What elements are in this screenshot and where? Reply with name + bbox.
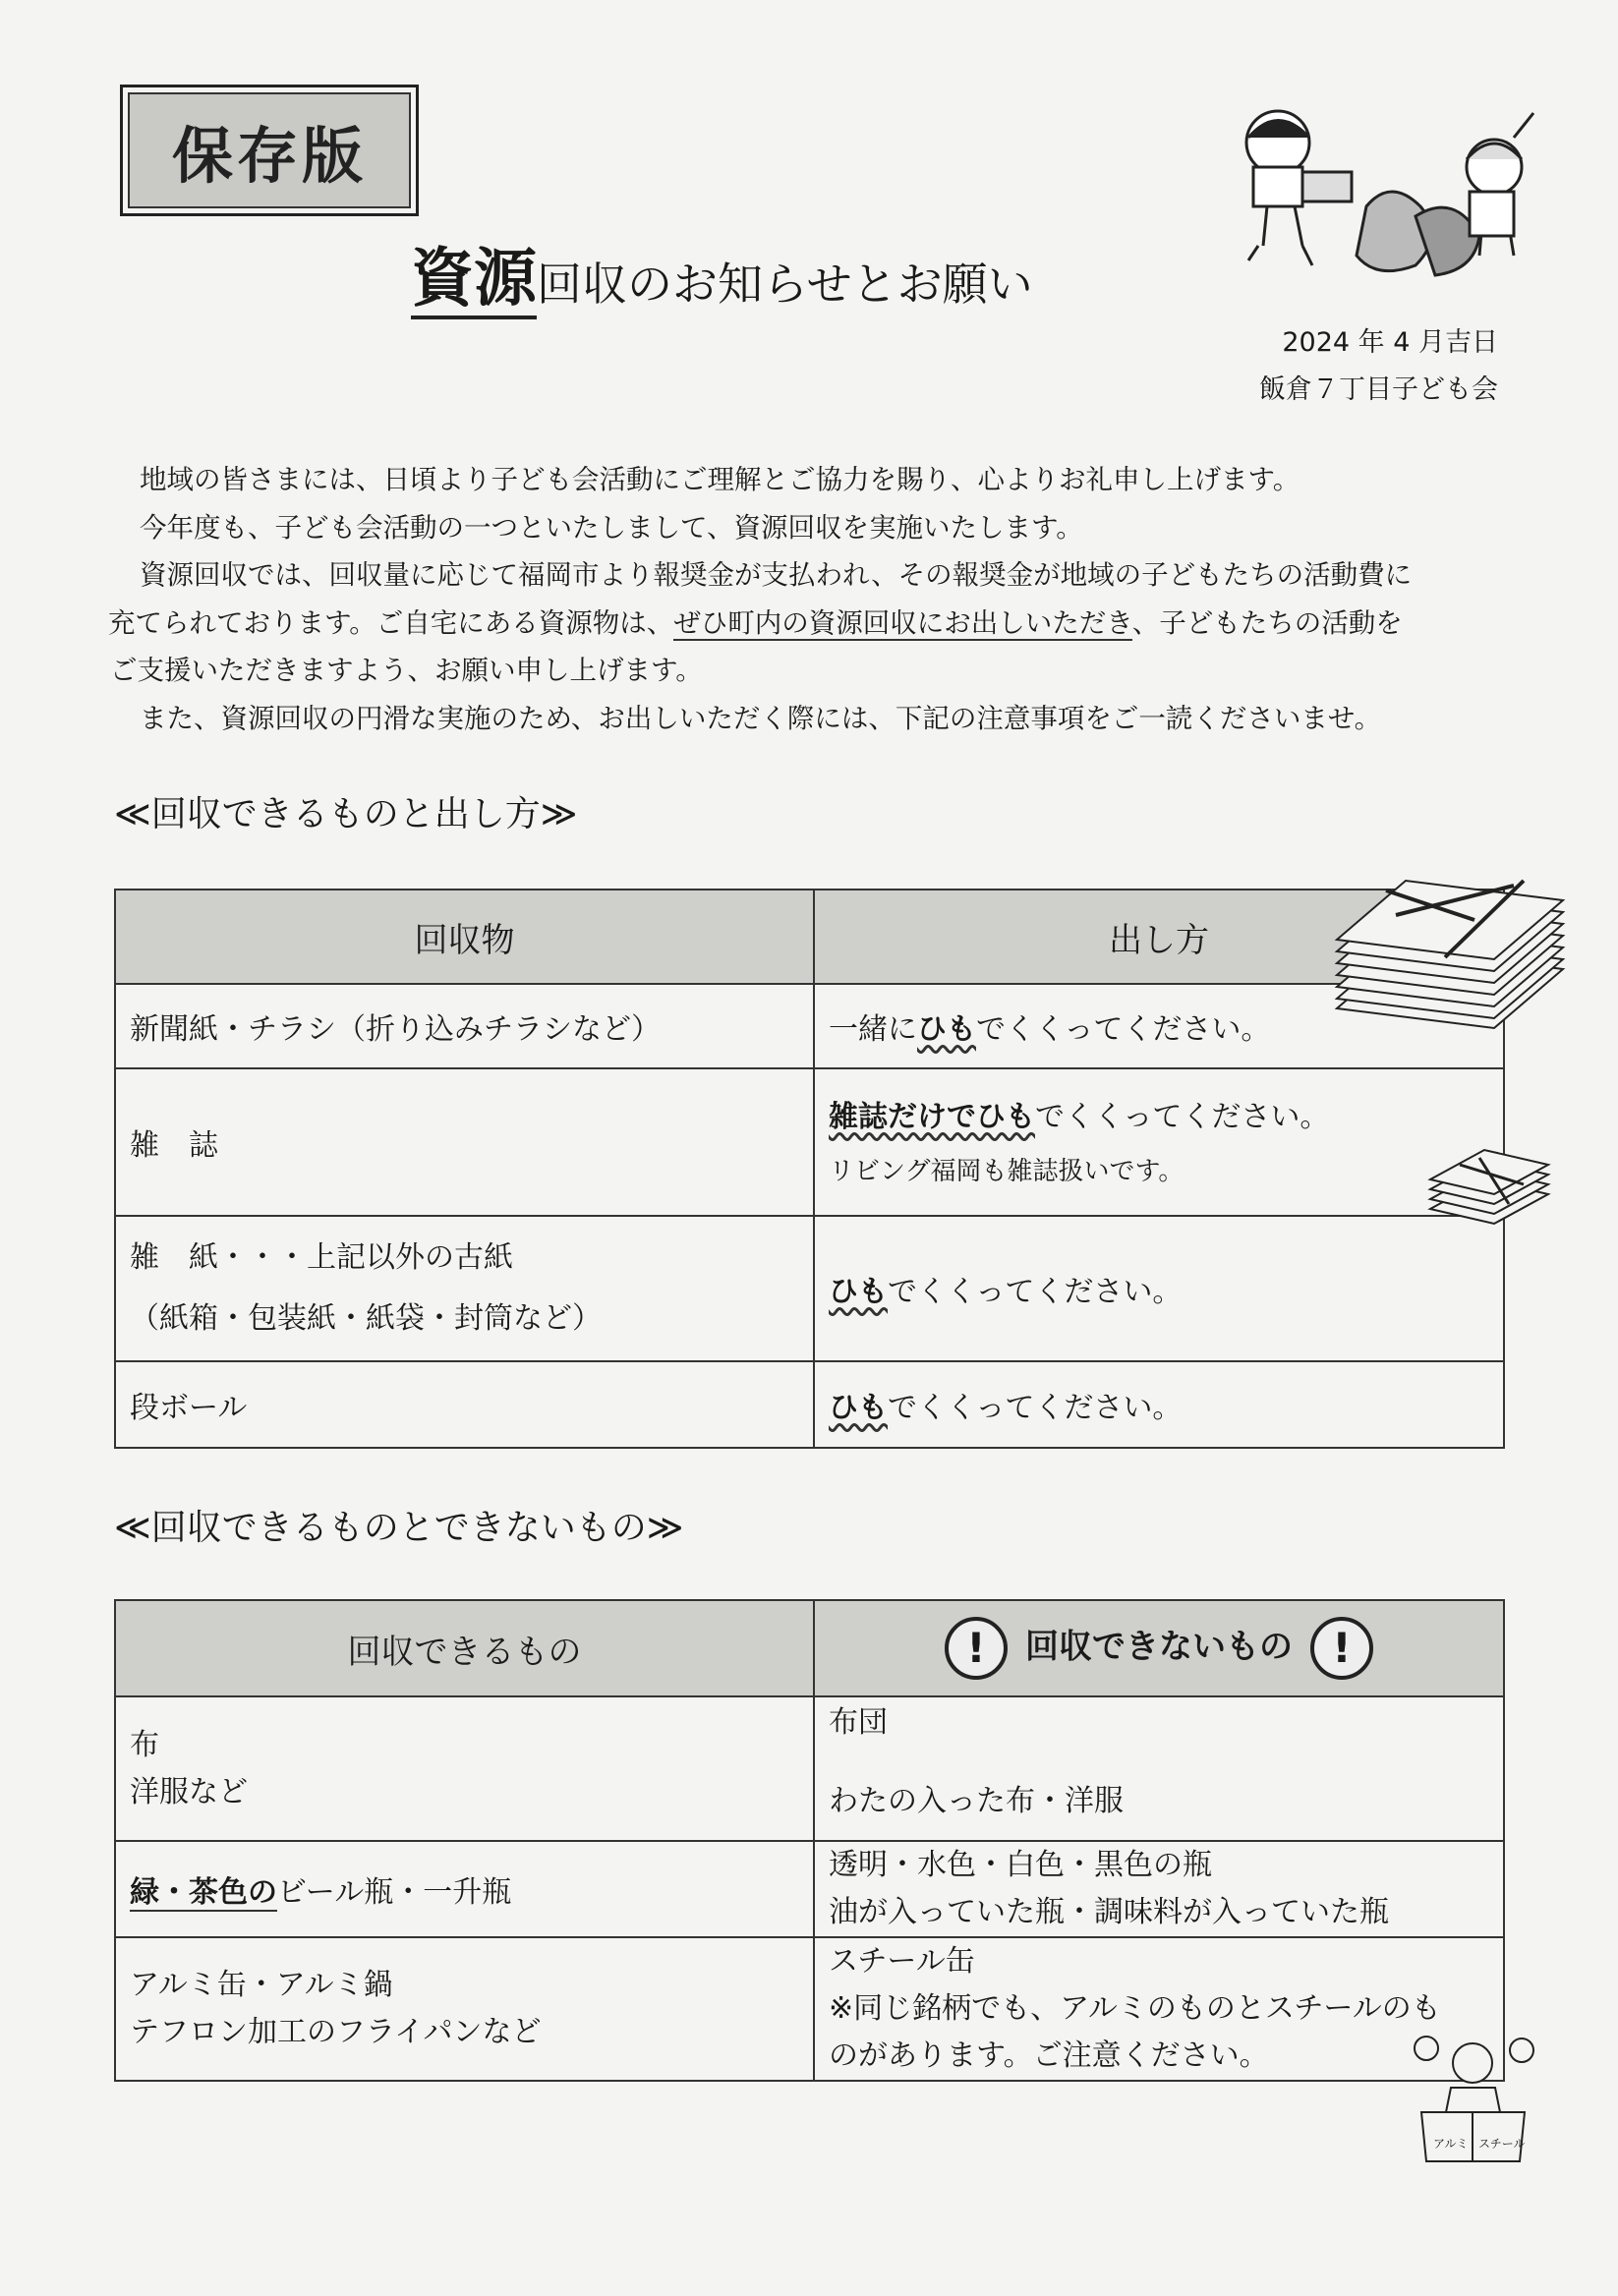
- intro-underlined-request: ぜひ町内の資源回収にお出しいただき: [673, 606, 1132, 639]
- table-header: [814, 1600, 1504, 1696]
- section-title-accepted: ≪回収できるものとできないもの≫: [114, 1508, 684, 1548]
- method-cell: [814, 1361, 1504, 1448]
- table-row: [115, 1696, 1504, 1841]
- method-cell: [814, 1068, 1504, 1216]
- aluminum-label: アルミ: [1433, 2137, 1469, 2151]
- accepted-cell: [115, 1696, 814, 1841]
- rejected-cell: [814, 1696, 1504, 1841]
- rejected-cell: [814, 1937, 1504, 2081]
- item-line: スチール缶: [829, 1944, 975, 1979]
- item-line: 布団: [829, 1705, 888, 1740]
- accepted-cell: [115, 1937, 814, 2081]
- item-line: 透明・水色・白色・黒色の瓶: [829, 1848, 1212, 1882]
- table-header: 回収できるもの: [115, 1600, 814, 1696]
- children-carrying-bundles-icon: [1219, 98, 1543, 295]
- method-text: でくくってください。: [1035, 1100, 1330, 1134]
- section-title-collection: ≪回収できるものと出し方≫: [114, 794, 578, 834]
- intro-text: [110, 456, 1516, 742]
- method-emphasis: ひも: [917, 1012, 976, 1047]
- method-emphasis: ひも: [829, 1391, 888, 1425]
- intro-fragment: 、子どもたちの活動を: [1131, 606, 1403, 639]
- item-cell: [115, 1216, 814, 1361]
- method-text: でくくってください。: [888, 1275, 1183, 1309]
- intro-paragraph: [108, 600, 1516, 648]
- newspaper-stack-icon: [1327, 861, 1573, 1038]
- alert-icon: !: [1310, 1617, 1373, 1680]
- method-cell: [814, 1216, 1504, 1361]
- intro-paragraph: また、資源回収の円滑な実施のため、お出しいただく際には、下記の注意事項をご一読くださいませ。: [140, 702, 1382, 734]
- accepted-cell: [115, 1841, 814, 1937]
- table-header: 回収物: [115, 890, 814, 984]
- alert-icon: !: [945, 1617, 1008, 1680]
- table-row: [115, 1841, 1504, 1937]
- item-emphasis: 緑・茶色の: [130, 1875, 277, 1910]
- method-text: でくくってください。: [888, 1391, 1183, 1425]
- table-row: [115, 1937, 1504, 2081]
- item-line: 油が入っていた瓶・調味料が入っていた瓶: [829, 1895, 1389, 1929]
- title-emphasis: 資源: [411, 243, 537, 319]
- table-header: 出し方: [814, 890, 1504, 984]
- intro-paragraph: 地域の皆さまには、日頃より子ども会活動にご理解とご協力を賜り、心よりお礼申し上げます。: [140, 464, 1300, 495]
- item-cell: 段ボール: [115, 1361, 814, 1448]
- keep-copy-stamp: [120, 85, 419, 216]
- intro-fragment: 充てられております。ご自宅にある資源物は、: [108, 606, 674, 639]
- organization-name: 飯倉７丁目子ども会: [1259, 374, 1498, 405]
- intro-paragraph: 今年度も、子ども会活動の一つといたしまして、資源回収を実施いたします。: [140, 511, 1083, 544]
- table-row: [115, 1216, 1504, 1361]
- title-rest: 回収のお知らせとお願い: [537, 258, 1033, 311]
- method-emphasis: ひも: [829, 1275, 888, 1309]
- steel-label: スチール: [1478, 2137, 1526, 2151]
- table-row: [115, 1361, 1504, 1448]
- item-line: のがあります。ご注意ください。: [829, 2038, 1269, 2073]
- item-line: わたの入った布・洋服: [829, 1784, 1124, 1818]
- intro-paragraph: ご支援いただきますよう、お願い申し上げます。: [110, 655, 703, 686]
- issue-date: 2024 年 4 月吉日: [1282, 327, 1498, 358]
- item-cell: 雑 誌: [115, 1068, 814, 1216]
- stamp-label: 保存版: [128, 92, 411, 208]
- item-text: ビール瓶・一升瓶: [277, 1875, 512, 1910]
- method-text: 一緒に: [829, 1012, 917, 1047]
- magazine-stack-icon: [1425, 1150, 1553, 1229]
- item-line: 雑 紙・・・上記以外の古紙: [130, 1240, 513, 1275]
- item-line: （紙箱・包装紙・紙袋・封筒など）: [130, 1301, 602, 1336]
- item-line: テフロン加工のフライパンなど: [130, 2015, 542, 2049]
- recycling-kid-icon: [1412, 2029, 1539, 2166]
- item-line: 布: [130, 1727, 159, 1762]
- rejected-cell: [814, 1841, 1504, 1937]
- accepted-items-table: [114, 1599, 1505, 2082]
- table-row: [115, 984, 1504, 1068]
- item-line: ※同じ銘柄でも、アルミのものとスチールのも: [829, 1991, 1441, 2026]
- table-row: [115, 1068, 1504, 1216]
- item-line: 洋服など: [130, 1774, 248, 1809]
- method-emphasis: 雑誌だけでひも: [829, 1100, 1035, 1134]
- method-note: リビング福岡も雑誌扱いです。: [829, 1157, 1185, 1186]
- method-text: でくくってください。: [976, 1012, 1271, 1047]
- document-title: [411, 228, 1033, 318]
- item-cell: 新聞紙・チラシ（折り込みチラシなど）: [115, 984, 814, 1068]
- header-label: 回収できないもの: [1025, 1627, 1293, 1667]
- collection-method-table: [114, 889, 1505, 1449]
- item-line: アルミ缶・アルミ鍋: [130, 1968, 393, 2002]
- intro-paragraph: 資源回収では、回収量に応じて福岡市より報奨金が支払われ、その報奨金が地域の子どもたちの活動費に: [140, 559, 1413, 591]
